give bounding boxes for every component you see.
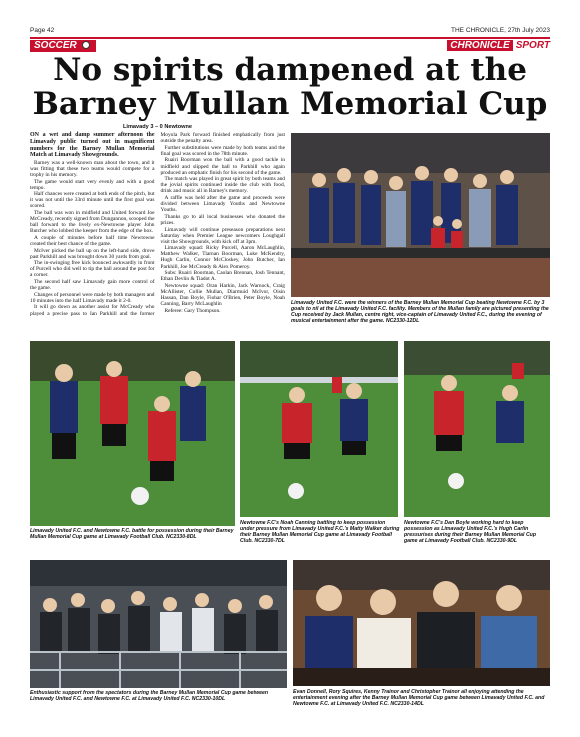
article-paragraph: The in-swinging free kick bounced awkwardly in front of Purcell who did well to tip the ball around the post for a corner. (30, 260, 155, 279)
page-top-bar (30, 27, 550, 37)
action-photo-1 (30, 341, 235, 526)
article-paragraph: Limavady squad: Ricky Purcell, Aaron McLaughlin, Matthew Walker, Tiarnan Boorman, Luke McKendry, Hugh Carlin, Connor McCloskey, John Butcher, Ian Parkhill, Joe McCready & Alex Pomeroy. (160, 245, 285, 270)
action-photo-1-caption: Limavady United F.C. and Newtowne F.C. battle for possession during their Barney Mullan Memorial Cup game at Limavady Football Club. NC2330-8DL (30, 528, 234, 540)
article-paragraph: A raffle was held after the game and proceeds were divided between Limavady Youths and Newtowne Youths. (160, 195, 285, 214)
article-paragraph: A couple of minutes before half time Newtowne created their best chance of the game. (30, 234, 155, 247)
soccer-label: SOCCER (34, 40, 77, 51)
article-paragraph: Half chances were created at both ends of the pitch, but it was not until the 33rd minute until the first goal was scored. (30, 191, 155, 210)
section-header (30, 37, 550, 51)
group-photo-caption: Evan Donnell, Rory Squires, Kenny Trainor and Christopher Trainor all enjoying attending the entertainment evening after the Barney Mullan Memorial Cup game between Limavady United F.C. and Newtowne F.C. at Limavady United F.C. NC2330-14DL (293, 689, 545, 707)
publication-date: THE CHRONICLE, 27th July 2023 (451, 27, 550, 34)
chronicle-sport-logo (447, 40, 550, 52)
crowd-photo (30, 560, 287, 688)
article-paragraph: Changes of personnel were made by both managers and 10 minutes into the half Limavady made it 2-0. (30, 291, 155, 304)
article-paragraph: The ball was won in midfield and United forward Joe McCready, recently signed from Dungannon, scooped the ball forward to the lively ex-Newtowne player John Butcher who lobbed the keeper from the edge of the box. (30, 210, 155, 235)
football-icon (82, 41, 90, 49)
brand-sport: SPORT (515, 40, 550, 51)
page-number: Page 42 (30, 27, 55, 34)
article-paragraph: Newtowne squad: Oran Harkin, Jack Warnock, Craig McAllister, Collie Mullan, Diarmuid McIvor, Oisin Hassan, Dan Boyle, Fiohar O'Brien, Peter Boyle, Noah Canning, Barry McLaughlin (160, 282, 285, 308)
soccer-section-tag (30, 40, 96, 52)
team-photo-caption: Limavady United F.C. were the winners of the Barney Mullan Memorial Cup beating Newtowne F.C. by 3 goals to nil at the Limavady United F.C. facility. Members of the Mullan family are pictured presenting the Cup received by Jack Mullan, centre right, vice-captain of Limavady United F.C., during the evening of musical entertainment after the game. NC2330-12DL (291, 300, 549, 324)
article-paragraph: Referee: Gary Thompson. (164, 307, 221, 314)
article-paragraph: The match was played in great spirit by both teams and the jovial spirits continued inside the club with food, drink and music all in Barney's memory. (160, 176, 285, 195)
article-paragraph: Subs: Ruairi Boorman, Caolan Brennan, Josh Tennant, Ethan Devlin & Tiadot A. (160, 270, 285, 283)
action-photo-3-caption: Newtowne F.C's Dan Boyle working hard to keep possession as Limavady United F.C.'s Hugh Carlin pressurises during their Barney Mullan Memorial Cup game at Limavady Football Club. NC2330-9DL (404, 520, 537, 544)
page-headline (30, 53, 550, 121)
action-photo-2 (240, 341, 398, 517)
article-paragraph: Limavady will continue preseason preparations next Saturday when Premier League newcomers Loughgall visit the Showgrounds, with kick off at 3pm. (160, 226, 285, 245)
brand-chronicle: CHRONICLE (447, 40, 512, 51)
match-report (30, 124, 285, 328)
action-photo-2-caption: Newtowne F.C's Noah Canning battling to keep possession under pressure from Limavady United F.C.'s Matty Walker during their Barney Mullan Memorial Cup game at Limavady Football Club. NC2330-7DL (240, 520, 400, 544)
team-photo (291, 133, 550, 297)
article-paragraph: Thanks go to all local businesses who donated the prizes. (160, 213, 285, 226)
crowd-photo-caption: Enthusiastic support from the spectators during the Barney Mullan Memorial Cup game between Limavady United F.C. and Newtowne F.C. at Limavady United F.C. NC2330-10DL (30, 690, 269, 702)
article-paragraph: Ruairi Boorman won the ball with a good tackle in midfield and slipped the ball to Parkhill who again produced an emphatic finish for his second of the game. (160, 157, 285, 176)
article-paragraph: Barney was a well-known man about the town, and it was fitting that these two teams would compete for a trophy in his memory. (30, 159, 155, 178)
action-photo-3 (404, 341, 550, 517)
headline-line-1: No spirits dampened at the (53, 52, 527, 88)
match-result-dateline: Limavady 3 – 0 Newtowne (122, 124, 192, 130)
article-paragraph: Further substitutions were made by both teams and the final goal was scored in the 78th minute. (160, 144, 285, 157)
article-paragraph: It will go down as another assist for McCready who played a precise pass to Ian Parkhill and the former Moyola Park forward finished emphatically from just outside the penalty area. (30, 132, 285, 317)
article-paragraph: The game would start very evenly and with a good tempo. (30, 178, 155, 191)
article-paragraph: ON a wet and damp summer afternoon the Limavady public turned out in magnificent numbers for the Barney Mullan Memorial Match at Limavady Showgrounds. (30, 132, 155, 159)
article-paragraph: The second half saw Limavady gain more control of the game. (30, 279, 155, 292)
headline-line-2: Barney Mullan Memorial Cup (32, 86, 548, 122)
article-paragraph: McIver picked the ball up on the left-hand side, drove past Parkhill and was brought down 30 yards from goal. (30, 247, 155, 260)
group-photo (293, 560, 550, 686)
